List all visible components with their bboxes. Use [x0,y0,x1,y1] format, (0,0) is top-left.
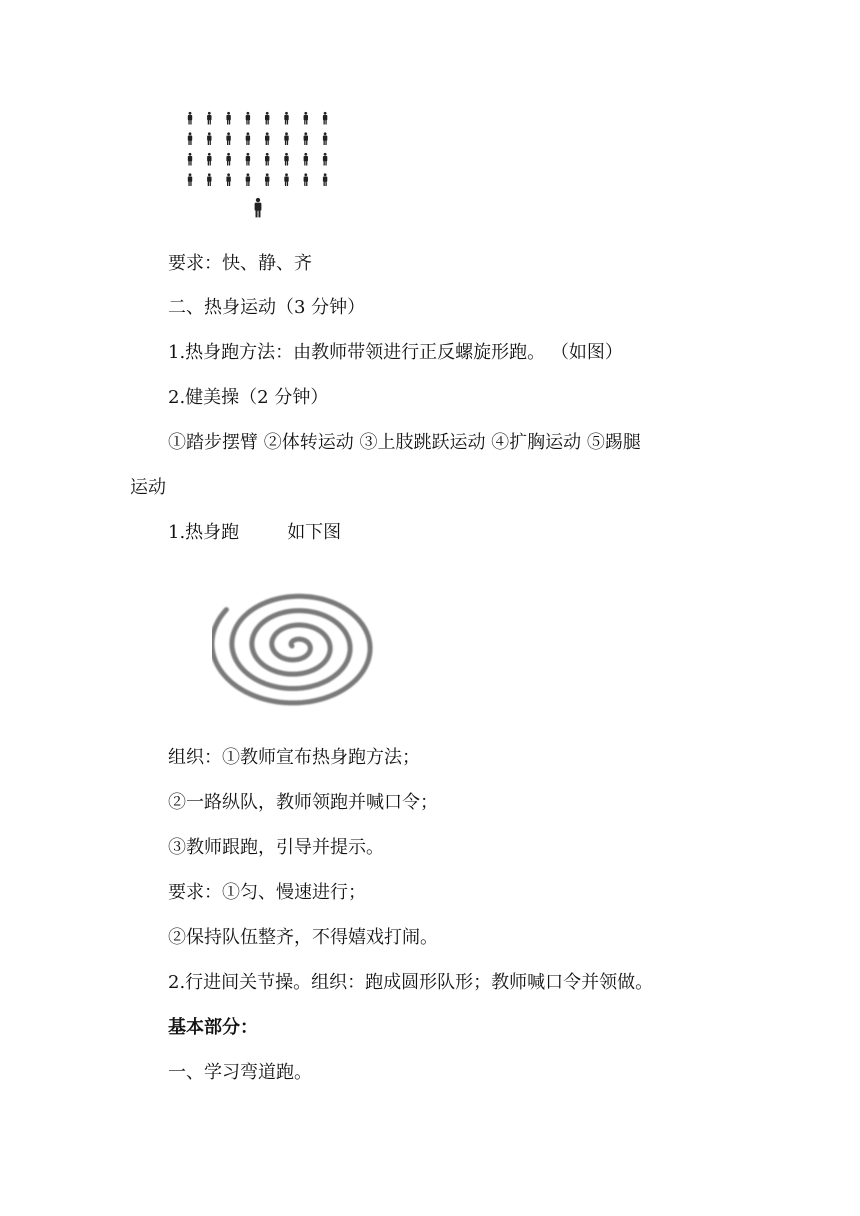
organization-line-2: ②一路纵队，教师领跑并喊口令； [168,792,438,813]
student-figure [265,173,269,186]
teacher-figure [255,198,262,218]
spiral-running-figure [212,582,422,710]
student-figure [188,132,192,145]
warmup-title: 二、热身运动（3 分钟） [168,297,366,318]
student-figure [226,132,230,145]
student-figure [188,112,192,125]
student-figure [207,132,211,145]
student-figure [323,173,327,186]
student-figure [304,132,308,145]
student-figure [226,153,230,166]
student-figure [246,173,250,186]
student-formation-figure [180,108,340,228]
student-figure [284,173,288,186]
student-figure [226,173,230,186]
student-figure [323,112,327,125]
aerobics-title: 2.健美操（2 分钟） [168,387,329,408]
student-figure [246,112,250,125]
student-figure [246,153,250,166]
student-figure [304,173,308,186]
warmup-method: 1.热身跑方法：由教师带领进行正反螺旋形跑。 （如图） [168,342,623,363]
student-figure [265,112,269,125]
student-figure [188,173,192,186]
student-figure [323,132,327,145]
student-figure [207,173,211,186]
organization-line-3: ③教师跟跑，引导并提示。 [168,837,384,858]
requirement-line-3: ②保持队伍整齐，不得嬉戏打闹。 [168,927,438,948]
figure-below-note: 如下图 [287,522,342,543]
joint-exercise-line: 2.行进间关节操。组织：跑成圆形队形；教师喊口令并领做。 [168,972,654,993]
curve-running-heading: 一、学习弯道跑。 [168,1062,312,1083]
student-figure [226,112,230,125]
student-figure [265,132,269,145]
requirement-line-1: 要求：快、静、齐 [168,253,312,274]
student-figure [284,112,288,125]
student-figure [265,153,269,166]
warmup-run-label: 1.热身跑 [168,522,240,543]
student-figure [188,153,192,166]
aerobics-moves-line-2: 运动 [130,477,166,498]
student-figure [304,153,308,166]
student-figure [207,153,211,166]
warmup-run-caption [168,521,341,545]
student-figure [284,132,288,145]
student-figure [284,153,288,166]
student-figure [304,112,308,125]
basic-section-heading: 基本部分： [168,1017,258,1038]
aerobics-moves-line-1: ①踏步摆臂 ②体转运动 ③上肢跳跃运动 ④扩胸运动 ⑤踢腿 [168,432,641,453]
student-figure [246,132,250,145]
student-figure [207,112,211,125]
requirement-line-2: 要求：①匀、慢速进行； [168,882,366,903]
student-figure [323,153,327,166]
organization-line-1: 组织：①教师宣布热身跑方法； [168,747,420,768]
